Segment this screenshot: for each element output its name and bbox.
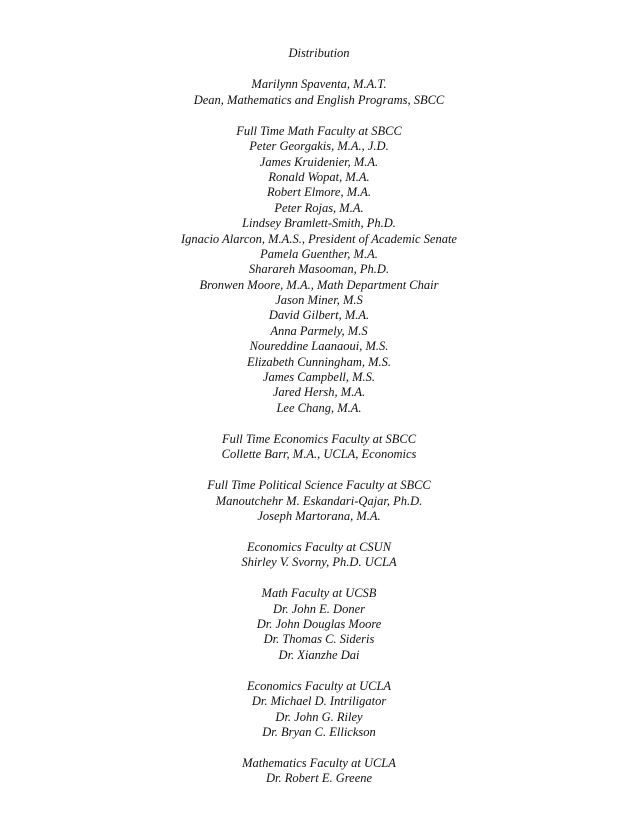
list-item: Peter Rojas, M.A. — [274, 200, 364, 215]
list-item: Dr. Robert E. Greene — [265, 771, 373, 786]
list-item: Sharareh Masooman, Ph.D. — [248, 262, 390, 277]
spacer — [0, 61, 638, 77]
list-item: Noureddine Laanaoui, M.S. — [249, 339, 389, 354]
list-item: Joseph Martorana, M.A. — [257, 508, 381, 523]
spacer — [0, 524, 638, 540]
spacer — [0, 108, 638, 124]
list-item: James Kruidenier, M.A. — [259, 154, 379, 169]
list-item: Bronwen Moore, M.A., Math Department Chair — [199, 277, 439, 292]
section-heading: Full Time Economics Faculty at SBCC — [221, 431, 417, 446]
section-heading: Mathematics Faculty at UCLA — [242, 756, 396, 770]
section-ucla-economics — [0, 679, 638, 741]
section-ucla-math — [0, 756, 638, 787]
list-item: Dr. John Douglas Moore — [256, 617, 382, 632]
section-ucsb-math — [0, 586, 638, 663]
list-item: Dr. Thomas C. Sideris — [263, 632, 375, 647]
list-item: Elizabeth Cunningham, M.S. — [246, 354, 392, 369]
section-sbcc-economics — [0, 432, 638, 463]
spacer — [0, 740, 638, 756]
spacer — [0, 571, 638, 587]
section-heading: Full Time Math Faculty at SBCC — [236, 123, 402, 138]
list-item: Peter Georgakis, M.A., J.D. — [249, 139, 389, 154]
spacer — [0, 663, 638, 679]
list-item: Shirley V. Svorny, Ph.D. UCLA — [241, 555, 397, 570]
spacer — [0, 463, 638, 479]
dean-name: Marilynn Spaventa, M.A.T. — [251, 77, 387, 92]
section-heading: Economics Faculty at UCLA — [246, 678, 392, 693]
list-item: David Gilbert, M.A. — [268, 308, 370, 323]
list-item: Ignacio Alarcon, M.A.S., President of Academic Senate — [181, 231, 457, 246]
distribution-list — [0, 46, 638, 787]
list-item: Pamela Guenther, M.A. — [260, 246, 378, 261]
list-item: Lee Chang, M.A. — [276, 400, 362, 415]
list-item: Dr. John G. Riley — [275, 709, 363, 724]
section-csun-economics — [0, 540, 638, 571]
list-item: Ronald Wopat, M.A. — [268, 169, 370, 184]
section-sbcc-political-science — [0, 478, 638, 524]
spacer — [0, 416, 638, 432]
list-item: Jared Hersh, M.A. — [272, 385, 366, 400]
list-item: Dr. Michael D. Intriligator — [251, 694, 387, 709]
list-item: Dr. John E. Doner — [272, 601, 365, 616]
section-heading: Math Faculty at UCSB — [261, 586, 377, 601]
list-item: Manoutchehr M. Eskandari-Qajar, Ph.D. — [215, 493, 423, 508]
list-item: James Campbell, M.S. — [262, 370, 376, 385]
section-sbcc-math — [0, 124, 638, 416]
list-item: Anna Parmely, M.S — [270, 323, 368, 338]
list-item: Dr. Xianzhe Dai — [278, 647, 360, 662]
list-item: Jason Miner, M.S — [275, 293, 363, 308]
list-item: Lindsey Bramlett-Smith, Ph.D. — [242, 216, 396, 231]
section-heading: Economics Faculty at CSUN — [246, 539, 392, 554]
dean-role: Dean, Mathematics and English Programs, SBCC — [193, 92, 445, 107]
list-item: Robert Elmore, M.A. — [266, 185, 372, 200]
document-title: Distribution — [288, 46, 350, 60]
section-heading: Full Time Political Science Faculty at SBCC — [207, 478, 431, 493]
section-dean — [0, 77, 638, 108]
list-item: Collette Barr, M.A., UCLA, Economics — [221, 447, 417, 462]
list-item: Dr. Bryan C. Ellickson — [262, 725, 376, 740]
